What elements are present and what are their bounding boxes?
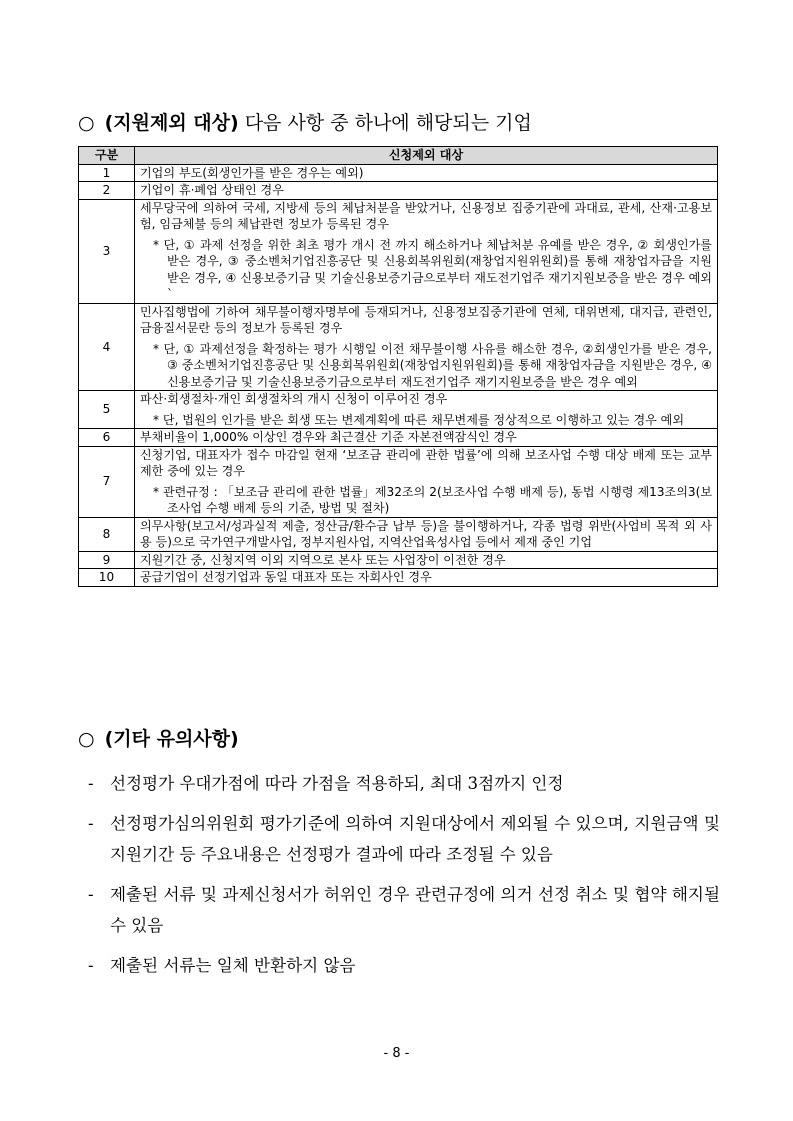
dash-bullet: - bbox=[88, 814, 94, 833]
circle-bullet-icon: ○ bbox=[78, 728, 95, 750]
list-item bbox=[88, 808, 720, 870]
row-number: 3 bbox=[79, 199, 135, 303]
dash-bullet: - bbox=[88, 956, 94, 975]
list-item bbox=[88, 950, 720, 981]
table-row bbox=[79, 164, 718, 182]
row-note: * 단, 법원의 인가를 받은 회생 또는 변제계획에 따른 채무변제를 정상적으로 이행하고 있는 경우 예외 bbox=[153, 412, 685, 427]
row-text: 파산·회생절차·개인 회생절차의 개시 신청이 이루어진 경우 bbox=[140, 392, 448, 406]
row-number: 5 bbox=[79, 391, 135, 429]
remark-text: 선정평가심의위원회 평가기준에 의하여 지원대상에서 제외될 수 있으며, 지원금액 및 지원기간 등 주요내용은 선정평가 결과에 따라 조정될 수 있음 bbox=[110, 814, 720, 864]
row-text: 지원기간 중, 신청지역 이외 지역으로 본사 또는 사업장이 이전한 경우 bbox=[135, 551, 718, 569]
row-number: 9 bbox=[79, 551, 135, 569]
row-number: 6 bbox=[79, 429, 135, 447]
row-cell bbox=[135, 303, 718, 391]
section-heading-notes bbox=[78, 726, 239, 752]
dash-bullet: - bbox=[88, 885, 94, 904]
section-title-bold: (기타 유의사항) bbox=[104, 728, 239, 750]
section-title-rest: 다음 사항 중 하나에 해당되는 기업 bbox=[244, 112, 532, 134]
remark-text: 선정평가 우대가점에 따라 가점을 적용하되, 최대 3점까지 인정 bbox=[110, 774, 564, 793]
table-header-exclusion: 신청제외 대상 bbox=[135, 147, 718, 165]
exclusion-table bbox=[78, 146, 718, 587]
list-item bbox=[88, 879, 720, 941]
table-header-category: 구분 bbox=[79, 147, 135, 165]
row-text: 신청기업, 대표자가 접수 마감일 현재 ‘보조금 관리에 관한 법률’에 의해 보조사업 수행 대상 배제 또는 교부 제한 중에 있는 경우 bbox=[140, 447, 712, 478]
row-number: 10 bbox=[79, 569, 135, 587]
table-row bbox=[79, 551, 718, 569]
remark-text: 제출된 서류 및 과제신청서가 허위인 경우 관련규정에 의거 선정 취소 및 협약 해지될 수 있음 bbox=[110, 885, 720, 935]
table-header-row bbox=[79, 147, 718, 165]
row-text: 부채비율이 1,000% 이상인 경우와 최근결산 기준 자본전액잠식인 경우 bbox=[135, 429, 718, 447]
section-heading-exclusion bbox=[78, 110, 532, 136]
section-title-bold: (지원제외 대상) bbox=[104, 112, 239, 134]
row-number: 2 bbox=[79, 182, 135, 200]
row-cell bbox=[135, 391, 718, 429]
table-row bbox=[79, 446, 718, 517]
table-row bbox=[79, 199, 718, 303]
table-row bbox=[79, 303, 718, 391]
row-text: 의무사항(보고서/성과실적 제출, 정산금/환수금 납부 등)을 불이행하거나, 각종 법령 위반(사업비 목적 외 사용 등)으로 국가연구개발사업, 정부지원사업, 지역산업육성사업 등에서 제재 중인 기업 bbox=[135, 517, 718, 551]
row-note: * 단, ① 과제 선정을 위한 최초 평가 개시 전 까지 해소하거나 체납처분 유예를 받은 경우, ② 회생인가를 받은 경우, ③ 중소벤처기업진흥공단 및 신용회복위원회(재창업지원위원회)를 통해 재창업자금을 지원받은 경우, ④ 신용보증기금 및 기술신용보증기금으로부터 재도전기업주 재기지원보증을 받은 경우 예외` bbox=[153, 237, 712, 301]
remark-text: 제출된 서류는 일체 반환하지 않음 bbox=[110, 956, 356, 975]
table-row bbox=[79, 569, 718, 587]
row-text: 공급기업이 선정기업과 동일 대표자 또는 자회사인 경우 bbox=[135, 569, 718, 587]
dash-bullet: - bbox=[88, 774, 94, 793]
table-row bbox=[79, 517, 718, 551]
row-cell bbox=[135, 199, 718, 303]
row-text: 민사집행법에 기하여 채무불이행자명부에 등재되거나, 신용정보집중기관에 연체, 대위변제, 대지급, 관련인, 금융질서문란 등의 정보가 등록된 경우 bbox=[140, 304, 712, 335]
circle-bullet-icon: ○ bbox=[78, 112, 95, 134]
row-number: 7 bbox=[79, 446, 135, 517]
row-number: 4 bbox=[79, 303, 135, 391]
table-row bbox=[79, 391, 718, 429]
page-number: - 8 - bbox=[383, 1046, 410, 1061]
row-cell bbox=[135, 446, 718, 517]
row-text: 세무당국에 의하여 국세, 지방세 등의 체납처분을 받았거나, 신용정보 집중기관에 과대료, 관세, 산재·고용보험, 임금체불 등의 체납관련 정보가 등록된 경우 bbox=[140, 200, 712, 231]
table-row bbox=[79, 429, 718, 447]
row-number: 1 bbox=[79, 164, 135, 182]
row-note: * 관련규정 : 「보조금 관리에 관한 법률」제32조의 2(보조사업 수행 배제 등), 동법 시행령 제13조의3(보조사업 수행 배제 등의 기준, 방법 및 절차) bbox=[153, 484, 712, 515]
list-item bbox=[88, 768, 720, 799]
row-text: 기업이 휴·폐업 상태인 경우 bbox=[135, 182, 718, 200]
row-number: 8 bbox=[79, 517, 135, 551]
row-text: 기업의 부도(회생인가를 받은 경우는 예외) bbox=[135, 164, 718, 182]
row-note: * 단, ① 과제선정을 확정하는 평가 시행일 이전 채무불이행 사유를 해소한 경우, ②회생인가를 받은 경우, ③ 중소벤처기업진흥공단 및 신용회복위원회(재창업지원위원회)를 통해 재창업자금을 지원받은 경우, ④ 신용보증기금 및 기술신용보증기금으로부터 재도전기업주 재기지원보증을 받은 경우 예외 bbox=[153, 341, 712, 389]
remarks-list bbox=[88, 768, 720, 990]
table-row bbox=[79, 182, 718, 200]
